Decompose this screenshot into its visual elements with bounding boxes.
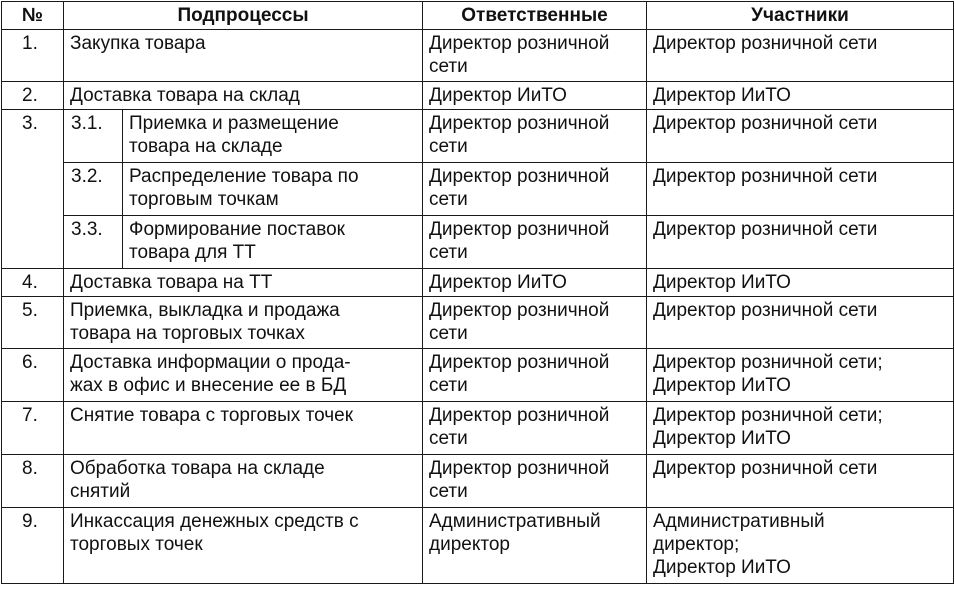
row-subprocess: Закупка товара (64, 30, 423, 82)
row-subprocess (64, 508, 423, 584)
table-row (2, 297, 954, 349)
subprocess-line: торговых точек (70, 534, 203, 555)
table-row (2, 508, 954, 584)
row-subprocess: Доставка товара на склад (64, 82, 423, 110)
header-num: № (2, 2, 64, 30)
participants-line: Директор розничной сети (653, 219, 878, 240)
subprocess-line: Приемка, выкладка и продажа (70, 300, 340, 321)
row-subprocess: Снятие товара с торговых точек (64, 402, 423, 455)
subprocess-line: Формирование поставок (129, 219, 345, 240)
row-subprocess (64, 297, 423, 349)
responsible-line: Директор розничной (429, 166, 610, 187)
responsible-line: Директор розничной (429, 219, 610, 240)
responsible-line: сети (429, 481, 468, 502)
responsible-line: Директор розничной (429, 458, 610, 479)
table-row (2, 269, 954, 297)
row-num: 6. (2, 349, 64, 402)
responsible-line: Директор розничной (429, 33, 610, 54)
row-participants (647, 349, 954, 402)
table-row (2, 163, 954, 216)
participants-line: Директор розничной сети (653, 33, 878, 54)
row-subprocess (64, 349, 423, 402)
responsible-line: директор (429, 534, 510, 555)
responsible-line: сети (429, 323, 468, 344)
row-subprocess (123, 163, 423, 216)
participants-line: Директор ИиТО (653, 85, 791, 106)
row-responsible (423, 269, 647, 297)
row-participants (647, 402, 954, 455)
subprocess-line: Инкассация денежных средств с (70, 511, 359, 532)
row-responsible (423, 30, 647, 82)
responsible-line: сети (429, 56, 468, 77)
responsible-line: сети (429, 375, 468, 396)
participants-line: Директор ИиТО (653, 557, 791, 578)
row-num: 7. (2, 402, 64, 455)
participants-line: Директор ИиТО (653, 428, 791, 449)
participants-line: Директор розничной сети (653, 300, 878, 321)
subprocess-line: Доставка информации о прода- (70, 352, 351, 373)
row-subprocess: Доставка товара на ТТ (64, 269, 423, 297)
subrow-num: 3.3. (64, 216, 123, 269)
row-num: 8. (2, 455, 64, 508)
table-row (2, 82, 954, 110)
subprocess-line: Распределение товара по (129, 166, 359, 187)
header-participants: Участники (647, 2, 954, 30)
participants-line: Директор розничной сети; (653, 405, 883, 426)
row-participants (647, 110, 954, 163)
row-num: 4. (2, 269, 64, 297)
table-row (2, 30, 954, 82)
responsible-line: Директор розничной (429, 352, 610, 373)
subprocess-line: Приемка и размещение (129, 113, 339, 134)
responsible-line: Директор ИиТО (429, 272, 567, 293)
row-responsible (423, 402, 647, 455)
row-responsible (423, 82, 647, 110)
row-num: 9. (2, 508, 64, 584)
row-participants (647, 455, 954, 508)
participants-line: Директор розничной сети (653, 166, 878, 187)
responsible-line: Директор розничной (429, 405, 610, 426)
row-responsible (423, 297, 647, 349)
subprocess-table (1, 1, 954, 584)
row-participants (647, 82, 954, 110)
responsible-line: Административный (429, 511, 601, 532)
table-row (2, 455, 954, 508)
responsible-line: Директор розничной (429, 300, 610, 321)
row-responsible (423, 349, 647, 402)
row-subprocess (123, 216, 423, 269)
participants-line: директор; (653, 534, 740, 555)
responsible-line: сети (429, 242, 468, 263)
row-subprocess (123, 110, 423, 163)
row-subprocess (64, 455, 423, 508)
header-responsible: Ответственные (423, 2, 647, 30)
table-row (2, 216, 954, 269)
subprocess-line: товара на складе (129, 136, 283, 157)
responsible-line: сети (429, 136, 468, 157)
row-responsible (423, 455, 647, 508)
subprocess-line: товара для ТТ (129, 242, 256, 263)
subrow-num: 3.2. (64, 163, 123, 216)
row-participants (647, 163, 954, 216)
row-responsible (423, 110, 647, 163)
row-responsible (423, 216, 647, 269)
subprocess-line: жах в офис и внесение ее в БД (70, 375, 347, 396)
table-header-row (2, 2, 954, 30)
row-num: 1. (2, 30, 64, 82)
row-num: 5. (2, 297, 64, 349)
table-row (2, 402, 954, 455)
row-num: 2. (2, 82, 64, 110)
row-responsible (423, 508, 647, 584)
subprocess-line: снятий (70, 481, 131, 502)
row-participants (647, 269, 954, 297)
responsible-line: сети (429, 189, 468, 210)
responsible-line: Директор розничной (429, 113, 610, 134)
participants-line: Административный (653, 511, 825, 532)
row-participants (647, 508, 954, 584)
participants-line: Директор розничной сети; (653, 352, 883, 373)
subprocess-line: торговым точкам (129, 189, 279, 210)
subrow-num: 3.1. (64, 110, 123, 163)
table-row (2, 349, 954, 402)
row-participants (647, 30, 954, 82)
participants-line: Директор ИиТО (653, 272, 791, 293)
responsible-line: Директор ИиТО (429, 85, 567, 106)
participants-line: Директор розничной сети (653, 113, 878, 134)
row-num: 3. (2, 110, 64, 269)
participants-line: Директор розничной сети (653, 458, 878, 479)
subprocess-line: товара на торговых точках (70, 323, 305, 344)
row-participants (647, 216, 954, 269)
table-row (2, 110, 954, 163)
header-subprocess: Подпроцессы (64, 2, 423, 30)
row-responsible (423, 163, 647, 216)
row-participants (647, 297, 954, 349)
responsible-line: сети (429, 428, 468, 449)
subprocess-line: Обработка товара на складе (70, 458, 325, 479)
participants-line: Директор ИиТО (653, 375, 791, 396)
